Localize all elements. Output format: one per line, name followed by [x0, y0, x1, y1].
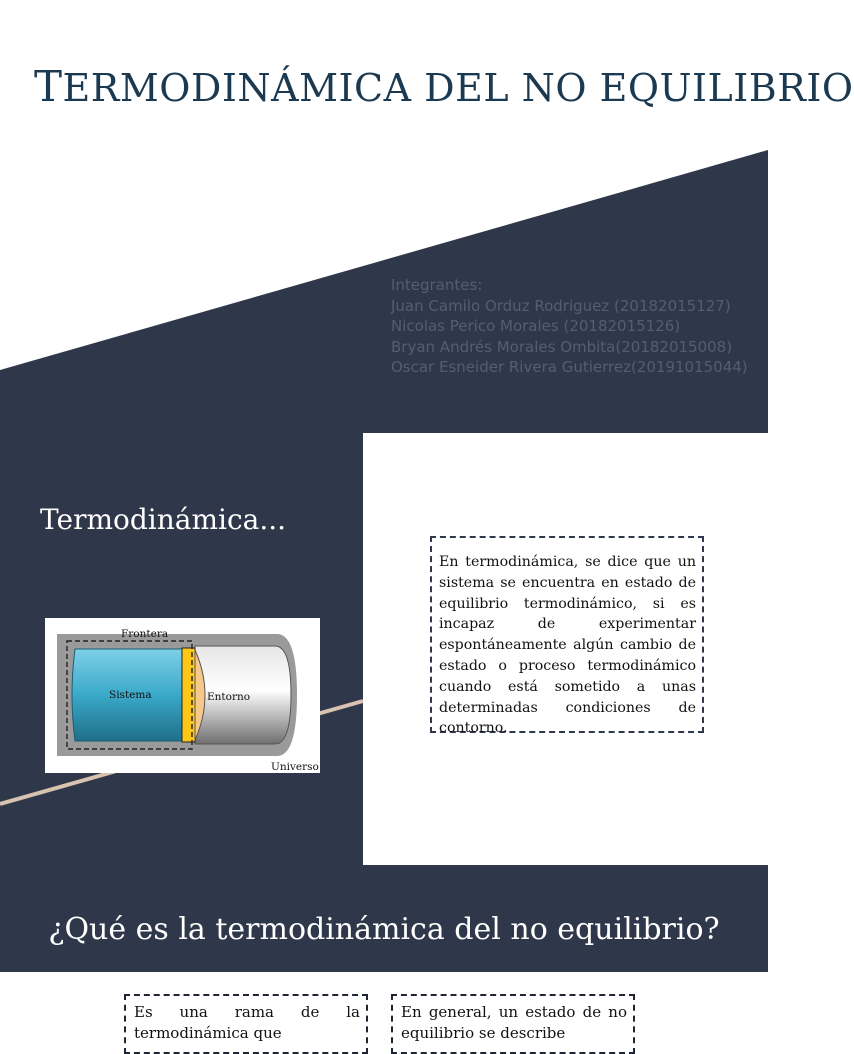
entorno-label: Entorno: [207, 691, 251, 703]
sistema-label: Sistema: [109, 689, 152, 701]
content-band: [0, 972, 768, 1042]
text-box-right: [391, 994, 635, 1054]
frontera-label: Frontera: [121, 628, 169, 640]
section-heading: Termodinámica...: [40, 503, 287, 536]
slide-thermodynamics: [0, 433, 768, 865]
team-line: Oscar Esneider Rivera Gutierrez(20191015044): [391, 358, 748, 376]
slide-non-equilibrium: [0, 865, 768, 1042]
universo-label: Universo: [271, 761, 319, 773]
page-title: TERMODINÁMICA DEL NO EQUILIBRIO: [34, 62, 854, 111]
team-line: Nicolas Perico Morales (20182015126): [391, 317, 681, 335]
team-line: Bryan Andrés Morales Ombita(20182015008): [391, 337, 733, 356]
text-box-left-content: Es una rama de la termodinámica que: [134, 1003, 360, 1042]
question-heading: ¿Qué es la termodinámica del no equilibrio?: [48, 912, 720, 947]
team-members: [391, 275, 763, 378]
definition-panel: [363, 433, 768, 865]
text-box-right-content: En general, un estado de no equilibrio se describe: [401, 1003, 627, 1042]
team-line: Juan Camilo Orduz Rodriguez (20182015127): [391, 296, 731, 315]
system-diagram: [45, 618, 320, 773]
definition-box: [430, 536, 704, 737]
text-box-left: [124, 994, 368, 1054]
team-line: Integrantes:: [391, 276, 483, 294]
slide-title: [0, 0, 854, 433]
definition-text: En termodinámica, se dice que un sistema se encuentra en estado de equilibrio termodinámico, si es incapaz de experimentar espontáneamente algún cambio de estado o proceso termodinámico cuando está sometido a unas determinadas condiciones de contorno.: [439, 554, 696, 737]
